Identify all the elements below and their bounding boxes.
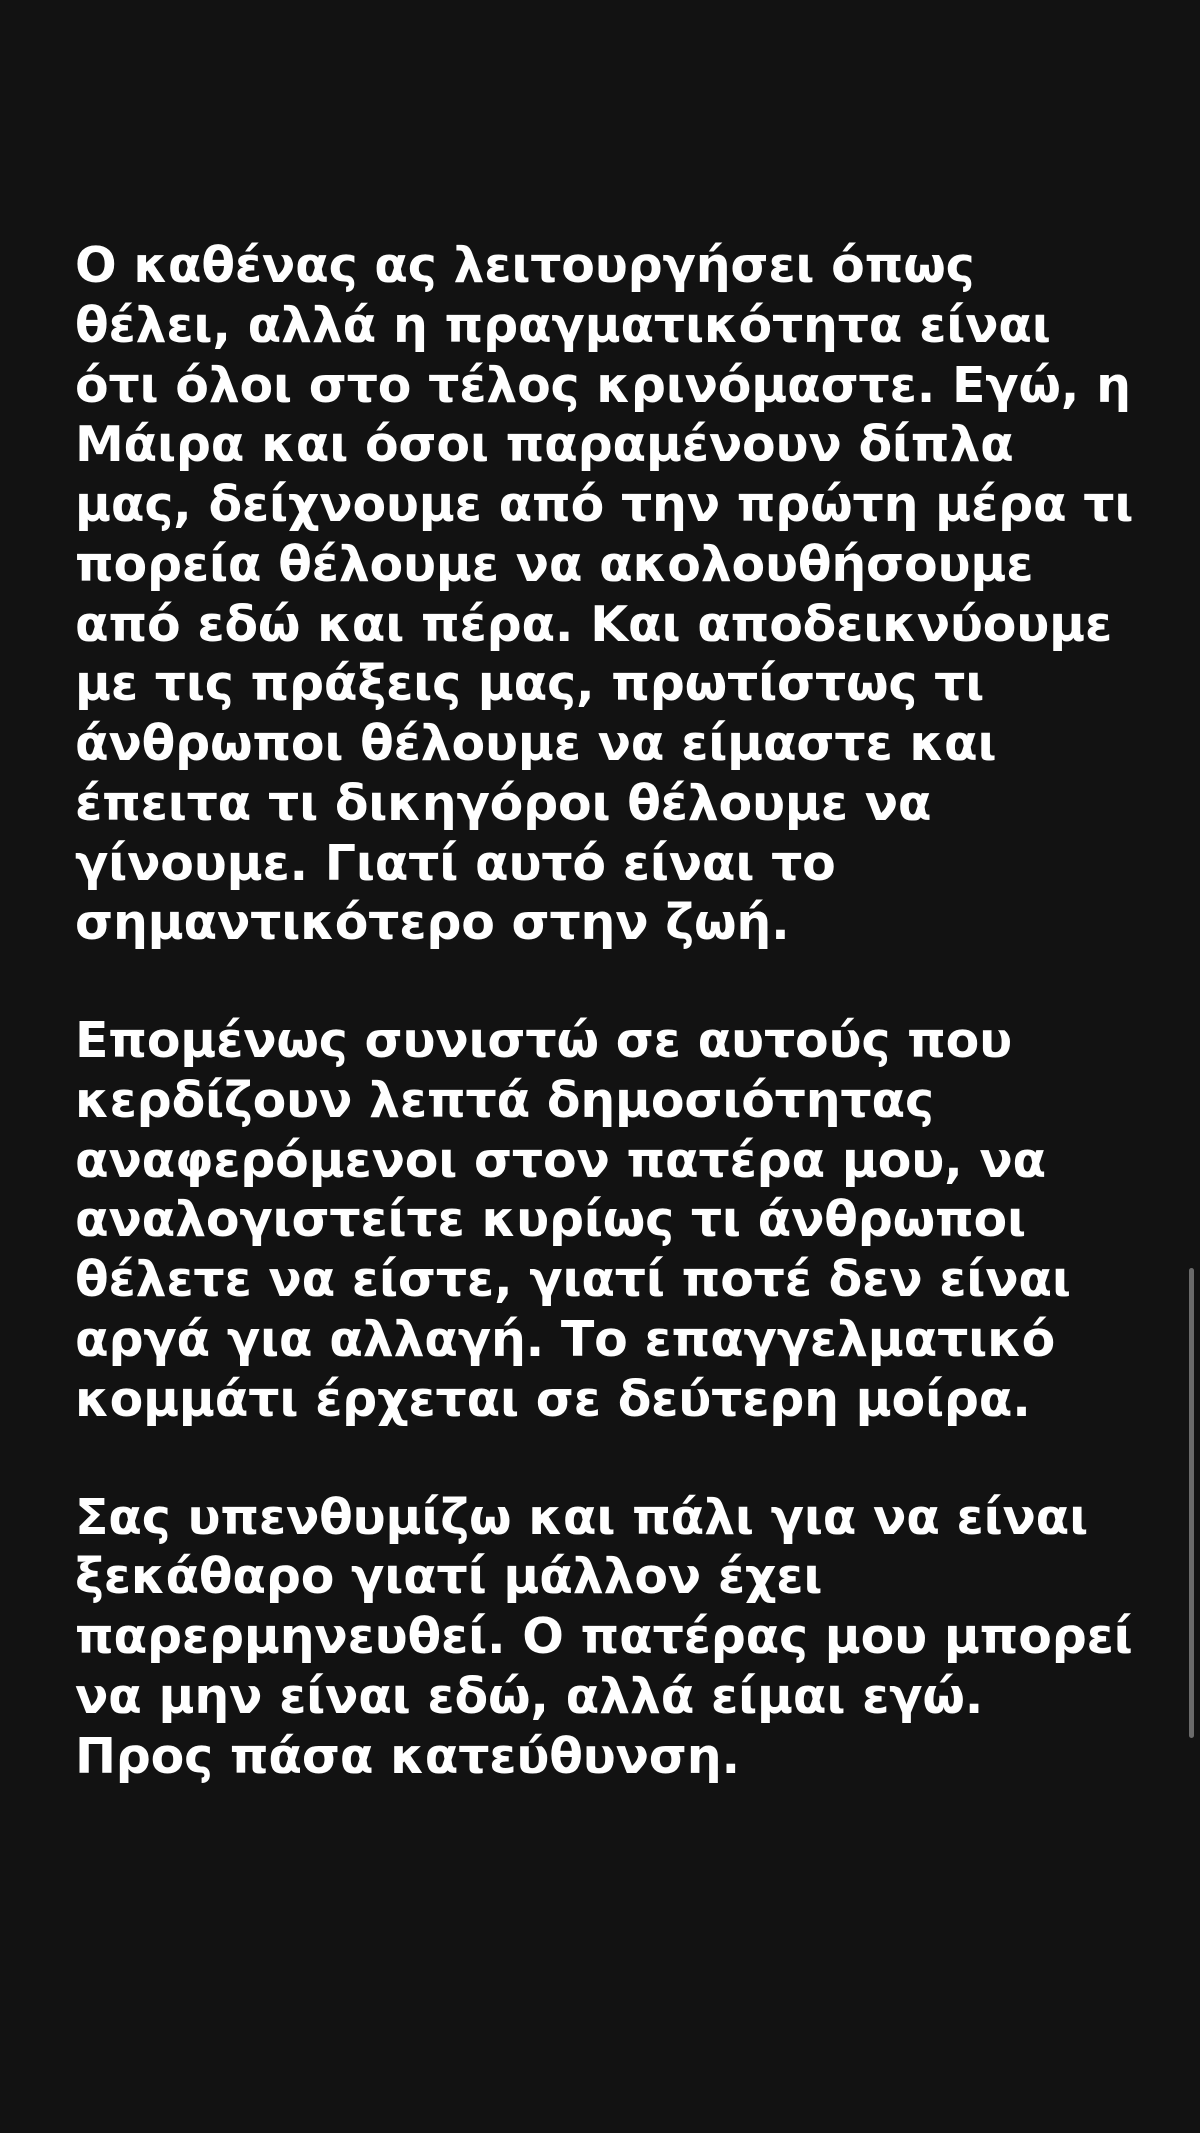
story-paragraph-1: Ο καθένας ας λειτουργήσει όπως θέλει, αλλά η πραγματικότητα είναι ότι όλοι στο τέλος κρινόμαστε. Εγώ, η Μάιρα και όσοι παραμένουν δίπλα μας, δείχνουμε από την πρώτη μέρα τι πορεία θέλουμε να ακολουθήσουμε από εδώ και πέρα. Και αποδεικνύουμε με τις πράξεις μας, πρωτίστως τι άνθρωποι θέλουμε να είμαστε και έπειτα τι δικηγόροι θέλουμε να γίνουμε. Γιατί αυτό είναι το σημαντικότερο στην ζωή. — [75, 237, 1134, 952]
scrollbar-thumb[interactable] — [1189, 1268, 1194, 1738]
story-text-panel — [75, 236, 1135, 1786]
story-paragraph-3: Σας υπενθυμίζω και πάλι για να είναι ξεκάθαρο γιατί μάλλον έχει παρερμηνευθεί. Ο πατέρας μου μπορεί να μην είναι εδώ, αλλά είμαι εγώ. Προς πάσα κατεύθυνση. — [75, 1488, 1133, 1785]
story-paragraph-2: Επομένως συνιστώ σε αυτούς που κερδίζουν λεπτά δημοσιότητας αναφερόμενοι στον πατέρα μου, να αναλογιστείτε κυρίως τι άνθρωποι θέλετε να είστε, γιατί ποτέ δεν είναι αργά για αλλαγή. Το επαγγελματικό κομμάτι έρχεται σε δεύτερη μοίρα. — [75, 1012, 1071, 1428]
